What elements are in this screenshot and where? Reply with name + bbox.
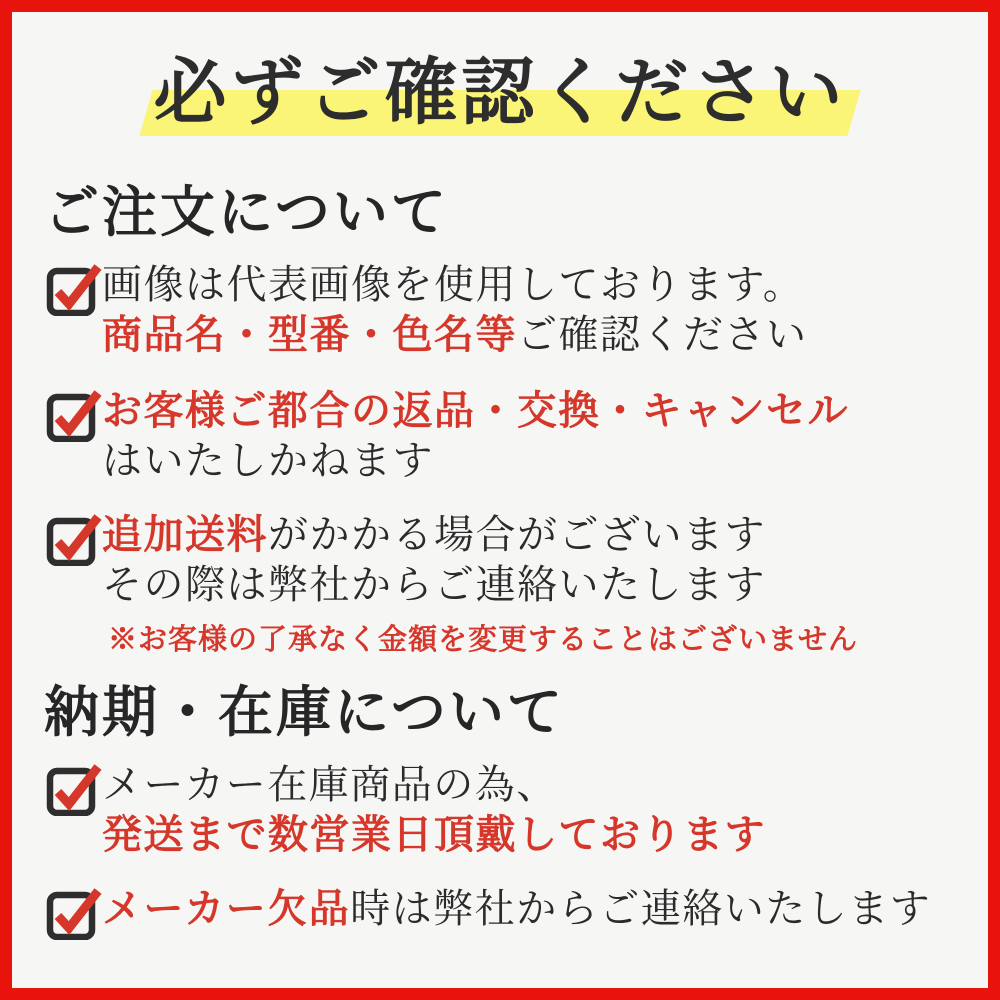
- item-line: [102, 386, 970, 436]
- notice-item-maker-stock: [46, 760, 970, 860]
- checked-checkbox-icon: [46, 760, 102, 816]
- item-text: [102, 510, 970, 657]
- section-heading-stock: 納期・在庫について: [44, 682, 565, 743]
- item-text: [102, 760, 970, 860]
- item-text-segment: 商品名・型番・色名等: [102, 312, 517, 357]
- item-text-segment: 追加送料: [102, 512, 268, 557]
- notice-item-extra-shipping: [46, 510, 970, 657]
- item-text-segment: メーカー在庫商品の為、: [102, 762, 558, 807]
- item-line: [102, 810, 970, 860]
- item-text: [102, 884, 970, 934]
- item-line: [102, 310, 970, 360]
- checked-checkbox-icon: [46, 510, 102, 566]
- item-text-segment: がかかる場合がございます: [268, 512, 766, 557]
- item-text: [102, 386, 970, 486]
- item-line: [102, 436, 970, 486]
- item-text-segment: お客様ご都合の返品・交換・キャンセル: [102, 388, 849, 433]
- price-change-note: ※お客様の了承なく金額を変更することはございません: [108, 624, 859, 656]
- checked-checkbox-icon: [46, 884, 102, 940]
- notice-item-maker-shortage: [46, 884, 970, 934]
- item-line: [102, 560, 970, 610]
- page-title: 必ずご確認ください: [153, 52, 847, 133]
- item-line: [102, 260, 970, 310]
- item-line: [102, 760, 970, 810]
- item-line: [102, 884, 970, 934]
- checked-checkbox-icon: [46, 386, 102, 442]
- item-text-segment: メーカー欠品: [102, 886, 351, 931]
- item-text-segment: 時は弊社からご連絡いたします: [350, 886, 932, 931]
- item-text-segment: はいたしかねます: [102, 438, 434, 483]
- page-title-wrap: [0, 46, 1000, 140]
- notice-item-no-returns: [46, 386, 970, 486]
- item-text-segment: ご確認ください: [517, 312, 808, 357]
- item-text-segment: 発送まで数営業日頂戴しております: [102, 812, 766, 857]
- checked-checkbox-icon: [46, 260, 102, 316]
- item-line: [102, 510, 970, 560]
- item-text-segment: その際は弊社からご連絡いたします: [102, 562, 766, 607]
- section-heading-order: ご注文について: [44, 182, 449, 243]
- item-text-segment: 画像は代表画像を使用しております。: [102, 262, 805, 307]
- item-text: [102, 260, 970, 360]
- notice-item-representative-image: [46, 260, 970, 360]
